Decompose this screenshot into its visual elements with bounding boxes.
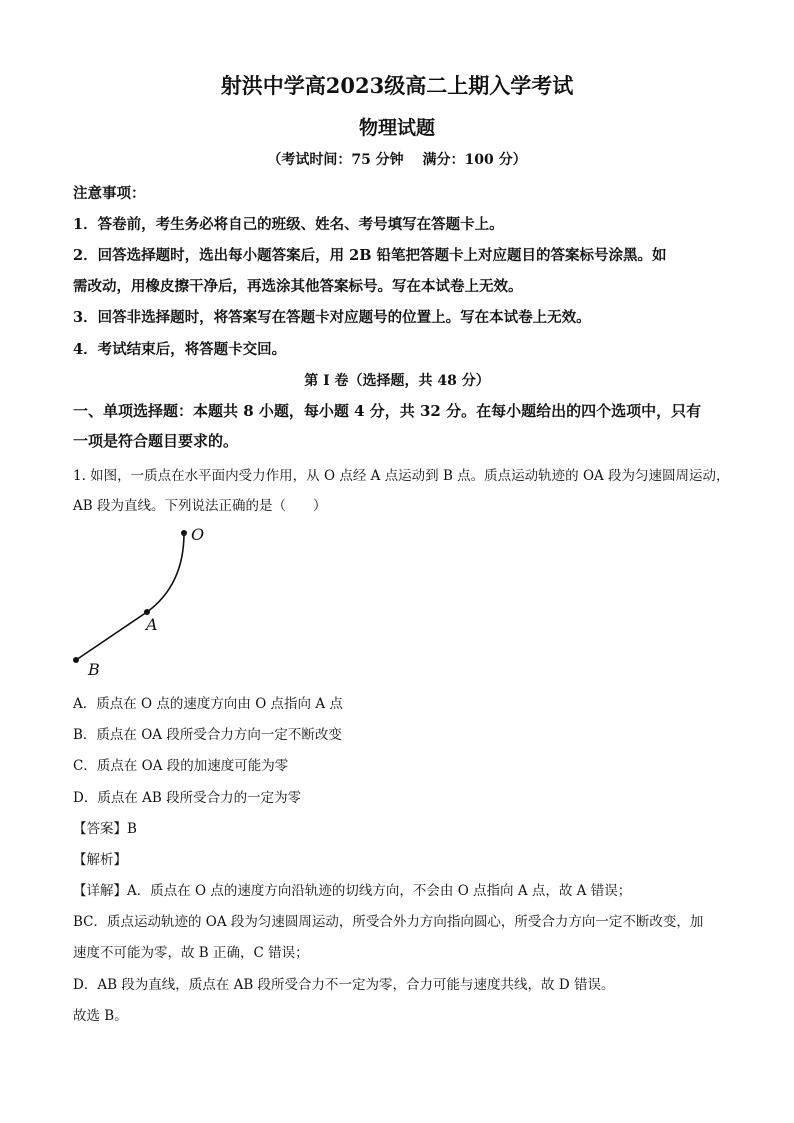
exam-info: （考试时间：75 分钟 满分：100 分） xyxy=(267,152,527,168)
explanation-line: 速度不可能为零，故 B 正确，C 错误； xyxy=(73,945,309,961)
option-d: D．质点在 AB 段所受合力的一定为零 xyxy=(73,790,302,806)
label-a: A xyxy=(146,615,158,634)
note-item: 2．回答选择题时，选出每小题答案后，用 2B 铅笔把答题卡上对应题目的答案标号涂黑。如 xyxy=(73,247,667,264)
line-ab xyxy=(76,612,147,660)
option-a: A．质点在 O 点的速度方向由 O 点指向 A 点 xyxy=(73,696,343,712)
note-item: 1．答卷前，考生务必将自己的班级、姓名、考号填写在答题卡上。 xyxy=(73,216,504,233)
note-item: 3．回答非选择题时，将答案写在答题卡对应题号的位置上。写在本试卷上无效。 xyxy=(73,309,591,326)
explanation-line: 故选 B。 xyxy=(73,1008,128,1024)
point-b xyxy=(73,657,79,663)
option-c: C．质点在 OA 段的加速度可能为零 xyxy=(73,758,289,774)
explanation-line: 【详解】A．质点在 O 点的速度方向沿轨迹的切线方向，不会由 O 点指向 A 点，故 A 错误； xyxy=(73,883,632,899)
section-instructions: 一、单项选择题：本题共 8 小题，每小题 4 分，共 32 分。在每小题给出的四个选项中，只有 xyxy=(73,402,702,420)
point-o xyxy=(181,530,187,536)
label-o: O xyxy=(191,525,205,544)
analysis-label: 【解析】 xyxy=(73,852,127,868)
note-item: 4．考试结束后，将答题卡交回。 xyxy=(73,341,287,358)
section-instructions: 一项是符合题目要求的。 xyxy=(73,432,239,450)
question-stem: AB 段为直线。下列说法正确的是（ ） xyxy=(73,498,327,514)
subject-title: 物理试题 xyxy=(358,117,435,139)
note-item: 需改动，用橡皮擦干净后，再选涂其他答案标号。写在本试卷上无效。 xyxy=(73,278,523,295)
exam-title: 射洪中学高2023级高二上期入学考试 xyxy=(220,73,574,98)
question-stem: 1. 如图，一质点在水平面内受力作用，从 O 点经 A 点运动到 B 点。质点运动轨迹的 OA 段为匀速圆周运动， xyxy=(73,468,730,484)
explanation-line: BC．质点运动轨迹的 OA 段为匀速圆周运动，所受合外力方向指向圆心，所受合力方向一定不断改变，加 xyxy=(73,914,704,930)
arc-oa xyxy=(147,533,184,612)
explanation-line: D．AB 段为直线，质点在 AB 段所受合力不一定为零，合力可能与速度共线，故 D 错误。 xyxy=(73,977,615,993)
trajectory-figure xyxy=(66,520,216,680)
answer-label: 【答案】B xyxy=(73,821,137,837)
label-b: B xyxy=(88,660,100,679)
section-title: 第 I 卷（选择题，共 48 分） xyxy=(304,373,490,389)
notes-heading: 注意事项： xyxy=(73,185,146,202)
option-b: B．质点在 OA 段所受合力方向一定不断改变 xyxy=(73,727,342,743)
